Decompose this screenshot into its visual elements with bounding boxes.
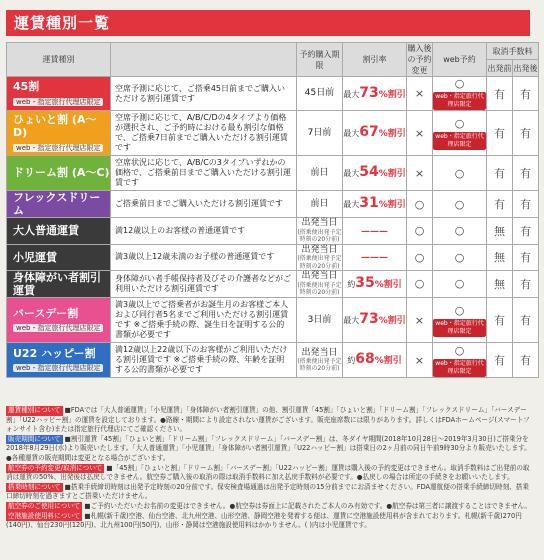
fare-row bbox=[7, 298, 539, 343]
fee-before: 有 bbox=[487, 343, 513, 378]
fare-row bbox=[7, 270, 539, 297]
fare-name: U22 ハッピー割 bbox=[13, 346, 96, 360]
fee-after: 有 bbox=[513, 218, 539, 244]
fare-name: 身体障がい者割引運賃 bbox=[13, 270, 101, 297]
fare-deadline-note: (搭乗便出発予定時刻の20分前) bbox=[297, 282, 342, 297]
note-text: ■割引運賃「45割」「ひょいと割」「ドリーム割」「フレックスドリーム」「バースデー割」は、冬ダイヤ期間(2018年10月28日～2019年3月30日)ご搭乗分を2018年8月29日(水)より販売いたします。「大人普通運賃」「小児運賃」「身体障がい者割引運賃」「U22ハッピー割」は搭乗日の2ヶ月前の同日午前9時30分より販売いたします。●各種運賃の販売期間は変更となる場合がございます。 bbox=[6, 434, 531, 462]
note-tag: 搭乗時刻について bbox=[8, 482, 61, 491]
fare-name-sub: web・指定旅行代理店限定 bbox=[13, 98, 103, 106]
fee-before: 有 bbox=[487, 191, 513, 218]
note-tag: 空港施設使用料について bbox=[8, 511, 81, 520]
fare-description: ご搭乗前日までご購入いただける割引運賃です bbox=[111, 191, 297, 218]
fee-after: 有 bbox=[513, 191, 539, 218]
web-cell bbox=[433, 270, 487, 297]
discount-suffix: %割引 bbox=[374, 280, 402, 291]
fare-name-cell bbox=[7, 156, 111, 191]
web-only-badge: web・指定旅行代理店限定 bbox=[433, 92, 486, 110]
web-mark: ○ bbox=[454, 197, 465, 211]
fare-deadline: 出発当日 bbox=[301, 347, 338, 358]
note-paragraph bbox=[6, 406, 534, 435]
web-cell bbox=[433, 218, 487, 244]
fee-before: 無 bbox=[487, 218, 513, 244]
fare-discount-cell bbox=[343, 343, 407, 378]
discount-suffix: %割引 bbox=[374, 356, 402, 367]
fare-name-cell bbox=[7, 343, 111, 378]
fee-after: 有 bbox=[513, 77, 539, 111]
fare-deadline: 前日 bbox=[310, 198, 329, 209]
fare-table bbox=[6, 42, 539, 378]
web-mark: ○ bbox=[454, 166, 465, 180]
change-mark: × bbox=[407, 298, 433, 343]
notes-section bbox=[6, 406, 534, 531]
discount-value: 73 bbox=[359, 311, 379, 328]
fee-after: 有 bbox=[513, 343, 539, 378]
fare-deadline: 3日前 bbox=[307, 314, 332, 325]
fare-discount-cell bbox=[343, 191, 407, 218]
fee-after: 有 bbox=[513, 156, 539, 191]
header-change: 購入後の予約変更 bbox=[407, 44, 432, 75]
change-mark: ○ bbox=[407, 218, 433, 244]
fee-before: 有 bbox=[487, 156, 513, 191]
fare-row bbox=[7, 156, 539, 191]
fare-deadline-cell bbox=[297, 77, 343, 111]
fare-name-sub: web・指定旅行代理店限定 bbox=[13, 364, 103, 372]
note-tag: 販売期間について bbox=[8, 434, 61, 443]
fare-discount-cell bbox=[343, 218, 407, 244]
fare-discount-cell bbox=[343, 77, 407, 111]
header-web: web予約 bbox=[433, 43, 487, 77]
discount-prefix: 最大 bbox=[343, 89, 360, 99]
fare-name: 大人普通運賃 bbox=[13, 224, 79, 238]
fare-deadline: 出発当日 bbox=[301, 271, 338, 282]
change-mark: × bbox=[407, 156, 433, 191]
fee-before: 有 bbox=[487, 298, 513, 343]
discount-suffix: ——— bbox=[361, 227, 388, 238]
fare-deadline-note: (搭乗便出発予定時刻の20分前) bbox=[297, 229, 342, 244]
note-tag: 運賃種別について bbox=[8, 406, 61, 414]
fare-deadline: 7日前 bbox=[307, 127, 332, 138]
fare-row bbox=[7, 218, 539, 244]
fare-deadline-cell bbox=[297, 244, 343, 270]
fare-description: 空席予測に応じて、ご搭乗45日前までご購入いただける割引運賃です bbox=[111, 77, 297, 111]
fare-name: 45割 bbox=[13, 80, 40, 94]
note-paragraph bbox=[6, 502, 534, 512]
fare-deadline-cell bbox=[297, 298, 343, 343]
web-only-badge: web・指定旅行代理店限定 bbox=[433, 359, 486, 377]
discount-prefix: 最大 bbox=[343, 200, 360, 210]
fare-description: 空席状況に応じて、A/B/Cの3タイプいずれかの価格で、ご搭乗前日までご購入いただける割引運賃です bbox=[111, 156, 297, 191]
discount-prefix: 最大 bbox=[343, 316, 360, 326]
fee-before: 有 bbox=[487, 77, 513, 111]
fare-deadline-cell bbox=[297, 270, 343, 297]
fare-description: 空席予測に応じて、A/B/C/Dの4タイプより価格が選択され、ご予約時における最も割引な価格で、ご搭乗7日前までご購入いただける割引運賃です bbox=[111, 111, 297, 156]
fare-discount-cell bbox=[343, 270, 407, 297]
discount-suffix: %割引 bbox=[378, 129, 406, 140]
fare-deadline: 45日前 bbox=[304, 88, 335, 99]
header-discount: 割引率 bbox=[343, 43, 407, 77]
fare-row bbox=[7, 77, 539, 111]
note-text: ■「45割」「ひょいと割」「ドリーム割」「バースデー割」「U22ハッピー割」運賃は購入後の予約変更はできません。取消手数料はご出発前の取消は運賃の50%、出発後は払戻しできません。航空券ご購入後の取消の際は取消手数料に加え払戻手数料が必要です。●払戻しの場合は所定の手続きをお願いいたします。 bbox=[6, 463, 530, 482]
change-mark: × bbox=[407, 343, 433, 378]
web-cell bbox=[433, 244, 487, 270]
note-paragraph bbox=[6, 435, 534, 464]
fare-name: バースデー割 bbox=[13, 306, 79, 320]
fee-before: 無 bbox=[487, 244, 513, 270]
fare-deadline-note: (搭乗便出発予定時刻の20分前) bbox=[297, 358, 342, 373]
web-cell bbox=[433, 111, 487, 156]
web-mark: ○ bbox=[454, 77, 465, 90]
discount-prefix: 約 bbox=[347, 280, 356, 290]
change-mark: × bbox=[407, 111, 433, 156]
fare-discount-cell bbox=[343, 111, 407, 156]
note-text: ■搭乗手続締切時刻は出発予定時刻の20分前です。保安検査場通過は出発予定時刻の15分前までにお済ませください。FDA運航便の搭乗手続締切時刻、搭乗口締切時刻を過ぎますとご搭乗いただけません。 bbox=[6, 482, 529, 501]
fare-name-cell bbox=[7, 191, 111, 218]
web-only-badge: web・指定旅行代理店限定 bbox=[433, 132, 486, 150]
discount-value: 68 bbox=[355, 351, 375, 368]
discount-value: 31 bbox=[359, 195, 379, 212]
fare-name-cell bbox=[7, 77, 111, 111]
web-mark: ○ bbox=[454, 343, 465, 357]
discount-value: 67 bbox=[359, 124, 379, 141]
discount-prefix: 約 bbox=[347, 356, 356, 366]
header-deadline: 予約購入期限 bbox=[297, 43, 343, 77]
discount-value: 35 bbox=[355, 275, 375, 292]
web-mark: ○ bbox=[454, 224, 465, 238]
fare-deadline: 前日 bbox=[310, 167, 329, 178]
discount-suffix: %割引 bbox=[378, 169, 406, 180]
note-paragraph bbox=[6, 483, 534, 502]
fare-discount-cell bbox=[343, 156, 407, 191]
web-mark: ○ bbox=[454, 303, 465, 317]
fare-name-cell bbox=[7, 218, 111, 244]
fare-deadline-cell bbox=[297, 218, 343, 244]
note-paragraph bbox=[6, 512, 534, 531]
fare-description: 満12歳以上のお客様の普通運賃です bbox=[111, 218, 297, 244]
fee-before: 無 bbox=[487, 270, 513, 297]
web-cell bbox=[433, 298, 487, 343]
fare-description: 満12歳以上22歳以下のお客様がご利用いただける割引運賃です ※ご搭乗手続の際、年齢を証明する公的書類が必要です bbox=[111, 343, 297, 378]
fare-name: 小児運賃 bbox=[13, 250, 57, 264]
note-text: ■札幌(新千歳)空港、仙台空港、北九州空港、山形空港、静岡空港を発着する便は、運賃に空港施設使用料が含まれております。札幌(新千歳)270円(140円)、仙台230円(120円)、北九州100円(50円)、山形・静岡は空港施設使用料はかかりません。( )内は小児運賃です。 bbox=[6, 511, 522, 530]
fare-deadline: 出発当日 bbox=[301, 244, 338, 255]
fee-after: 有 bbox=[513, 111, 539, 156]
fare-deadline-cell bbox=[297, 191, 343, 218]
web-cell bbox=[433, 191, 487, 218]
fee-after: 有 bbox=[513, 298, 539, 343]
change-mark: ○ bbox=[407, 270, 433, 297]
header-fare-type: 運賃種別 bbox=[7, 43, 111, 77]
discount-value: 54 bbox=[359, 164, 379, 181]
fare-name: ひょいと割 (A～D) bbox=[13, 113, 97, 140]
fare-row bbox=[7, 244, 539, 270]
fare-deadline-note: (搭乗便出発予定時刻の20分前) bbox=[297, 255, 342, 270]
note-text: ■FDAでは「大人普通運賃」「小児運賃」「身体障がい者割引運賃」の他、割引運賃「45割」「ひょいと割」「ドリーム割」「フレックスドリーム」「バースデー割」「U22ハッピー割」の運賃を設定しております。●路線・期間により設定されない運賃がございます。販売座席数には限りがあります。詳しくはFDAホームページ(スマートフォンサイト含む)または指定旅行代理店にてご確認ください。 bbox=[6, 406, 530, 434]
fare-description: 満3歳以上12歳未満のお子様の普通運賃です bbox=[111, 244, 297, 270]
web-only-badge: web・指定旅行代理店限定 bbox=[433, 319, 486, 337]
change-mark: ○ bbox=[407, 191, 433, 218]
web-mark: ○ bbox=[454, 116, 465, 130]
fare-description: 身体障がい者手帳保持者及びその介護者などがご利用いただける割引運賃です bbox=[111, 270, 297, 297]
header-blank bbox=[111, 43, 297, 77]
discount-suffix: %割引 bbox=[378, 89, 406, 100]
fee-before: 有 bbox=[487, 111, 513, 156]
discount-prefix: 最大 bbox=[343, 169, 360, 179]
discount-prefix: 最大 bbox=[343, 129, 360, 139]
header-before-dep: 出発前 bbox=[487, 60, 513, 77]
fare-name-sub: web・指定旅行代理店限定 bbox=[13, 324, 103, 332]
note-tag: 航空券の予約変更/取消について bbox=[8, 463, 103, 472]
discount-suffix: %割引 bbox=[378, 316, 406, 327]
discount-suffix: ——— bbox=[361, 253, 388, 264]
fee-after: 有 bbox=[513, 270, 539, 297]
discount-value: 73 bbox=[359, 84, 379, 101]
note-text: ■ご予約いただいたお名前の変更はできません。●航空券は券面上に記載されたご本人のみ有効です。●航空券は第三者に譲渡することはできません。 bbox=[84, 501, 531, 510]
fare-deadline-cell bbox=[297, 111, 343, 156]
fare-deadline-cell bbox=[297, 156, 343, 191]
web-cell bbox=[433, 343, 487, 378]
fare-name: フレックスドリーム bbox=[13, 191, 101, 218]
discount-suffix: %割引 bbox=[378, 200, 406, 211]
fare-name-cell bbox=[7, 270, 111, 297]
header-after-dep: 出発後 bbox=[513, 60, 539, 77]
fare-name-sub: web・指定旅行代理店限定 bbox=[13, 144, 103, 152]
fare-name: ドリーム割 (A～C) bbox=[13, 166, 110, 180]
fee-after: 有 bbox=[513, 244, 539, 270]
fare-deadline-cell bbox=[297, 343, 343, 378]
note-paragraph bbox=[6, 464, 534, 483]
fare-row bbox=[7, 343, 539, 378]
fare-discount-cell bbox=[343, 244, 407, 270]
web-mark: ○ bbox=[454, 277, 465, 291]
header-cancel-fee: 取消手数料 bbox=[487, 43, 539, 60]
fare-name-cell bbox=[7, 111, 111, 156]
web-cell bbox=[433, 156, 487, 191]
fare-row bbox=[7, 111, 539, 156]
fare-deadline: 出発当日 bbox=[301, 218, 338, 229]
web-cell bbox=[433, 77, 487, 111]
fare-name-cell bbox=[7, 244, 111, 270]
web-mark: ○ bbox=[454, 250, 465, 264]
change-mark: × bbox=[407, 77, 433, 111]
page-title: 運賃種別一覧 bbox=[6, 10, 530, 36]
fare-row bbox=[7, 191, 539, 218]
change-mark: ○ bbox=[407, 244, 433, 270]
note-tag: 航空券のご使用について bbox=[8, 501, 81, 510]
fare-discount-cell bbox=[343, 298, 407, 343]
fare-name-cell bbox=[7, 298, 111, 343]
fare-description: 満3歳以上でご搭乗者がお誕生月のお客様ご本人および同行者5名までご利用いただける割引運賃です ※ご搭乗手続の際、誕生日を証明する公的書類が必要です bbox=[111, 298, 297, 343]
